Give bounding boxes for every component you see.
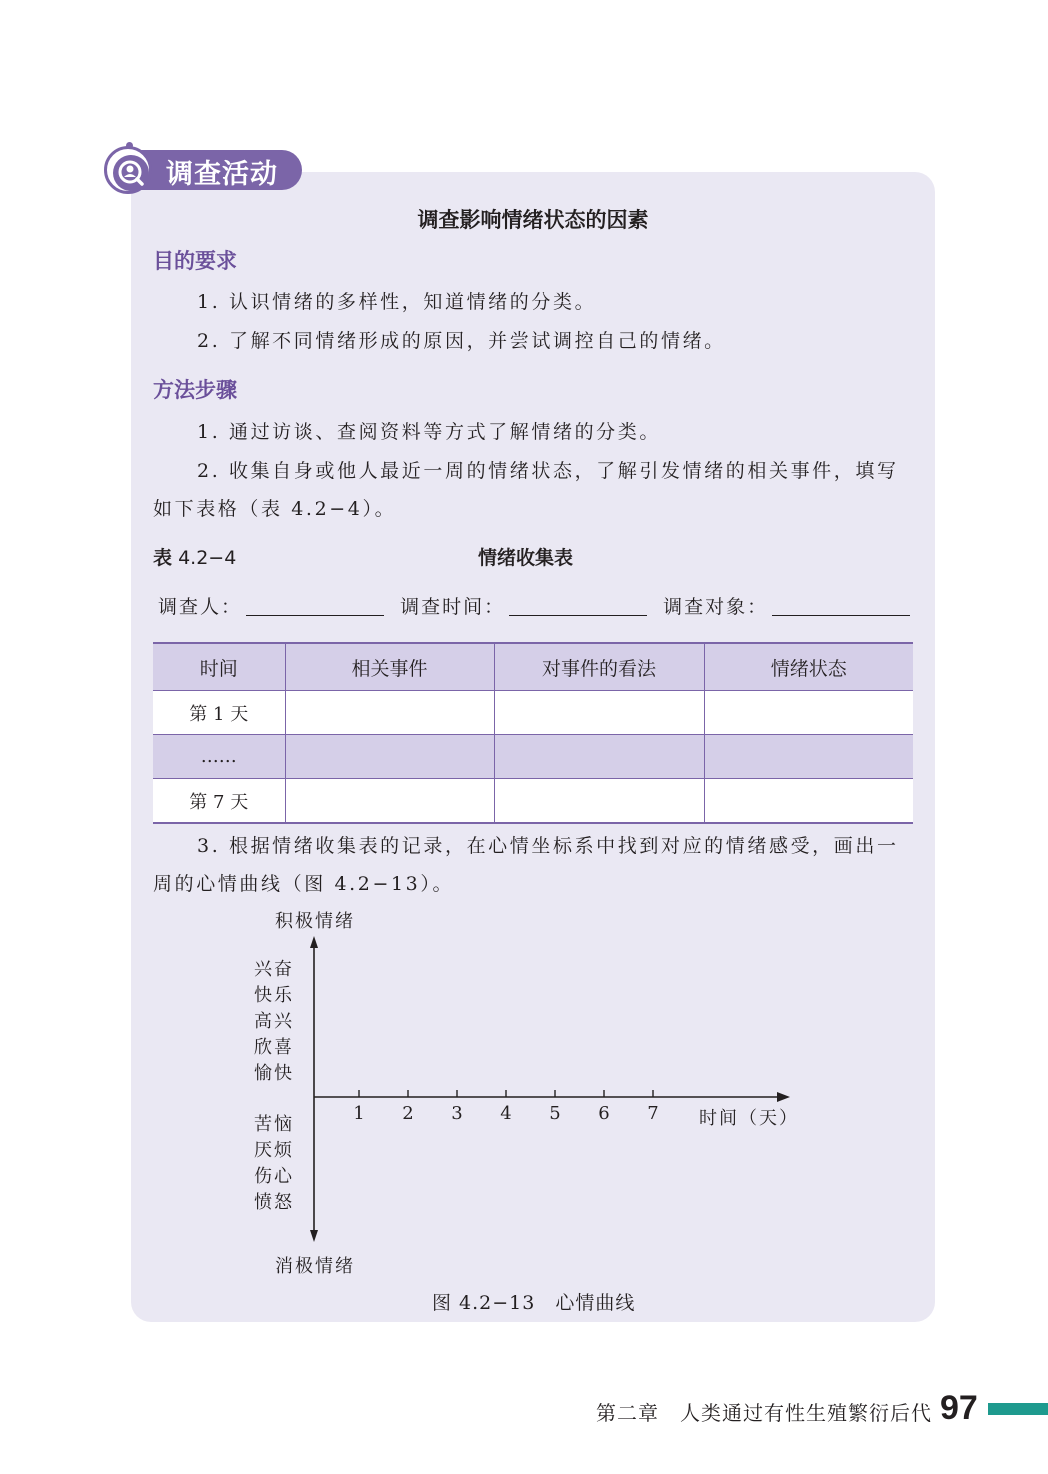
negative-emotion-label: 愤怒: [254, 1192, 294, 1213]
goal-item: 2. 了解不同情绪形成的原因，并尝试调控自己的情绪。: [197, 330, 726, 352]
table-row: [153, 779, 913, 824]
positive-emotion-label: 兴奋: [254, 959, 294, 980]
field-time-blank[interactable]: [509, 597, 647, 616]
field-subject-label: 调查对象：: [663, 596, 769, 618]
y-axis-top-label: 积极情绪: [275, 911, 355, 932]
y-axis-arrow-down: [310, 1230, 318, 1242]
positive-emotion-list: [254, 957, 294, 1087]
table-cell[interactable]: [494, 735, 704, 779]
goal-item: 1. 认识情绪的多样性，知道情绪的分类。: [197, 291, 597, 313]
table-cell[interactable]: [704, 691, 913, 735]
table-cell[interactable]: [704, 735, 913, 779]
x-tick-labels: [353, 1103, 658, 1124]
x-axis-label: 时间（天）: [699, 1108, 799, 1129]
activity-title: 调查影响情绪状态的因素: [417, 208, 649, 232]
table-cell[interactable]: [285, 691, 494, 735]
negative-emotion-label: 厌烦: [254, 1140, 294, 1161]
y-axis-bottom-label: 消极情绪: [275, 1256, 355, 1277]
badge-dot: [126, 142, 133, 149]
methods-heading: 方法步骤: [153, 378, 237, 402]
chapter-footer-text: 第二章 人类通过有性生殖繁衍后代: [596, 1401, 932, 1425]
table-row: [153, 735, 913, 779]
negative-emotion-label: 苦恼: [254, 1114, 294, 1135]
x-axis-arrow: [777, 1092, 790, 1102]
positive-emotion-label: 欣喜: [254, 1037, 294, 1058]
field-surveyor-label: 调查人：: [158, 596, 243, 618]
table-cell: 第 7 天: [153, 779, 285, 824]
method-step-2-line-2: 如下表格（表 4.2−4）。: [153, 498, 397, 520]
table-cell[interactable]: [704, 779, 913, 824]
table-cell[interactable]: [494, 779, 704, 824]
table-cell[interactable]: [285, 735, 494, 779]
table-header-cell: 时间: [153, 643, 285, 691]
x-tick-label: 6: [598, 1103, 610, 1124]
field-subject-blank[interactable]: [772, 597, 910, 616]
negative-emotion-label: 伤心: [254, 1166, 294, 1187]
x-tick-label: 4: [500, 1103, 512, 1124]
x-tick-label: 3: [451, 1103, 463, 1124]
table-cell: ……: [153, 735, 285, 779]
field-surveyor-blank[interactable]: [246, 597, 384, 616]
x-tick-label: 5: [549, 1103, 561, 1124]
table-label: [153, 543, 236, 570]
emotion-collection-table: [153, 642, 913, 824]
method-step-1: 1. 通过访谈、查阅资料等方式了解情绪的分类。: [197, 421, 661, 443]
magnifier-person-icon: [113, 155, 149, 191]
table-header-cell: 情绪状态: [704, 643, 913, 691]
table-title: 情绪收集表: [478, 547, 574, 569]
table-cell[interactable]: [285, 779, 494, 824]
negative-emotion-list: [254, 1112, 294, 1216]
method-step-3-line-1: 3. 根据情绪收集表的记录，在心情坐标系中找到对应的情绪感受，画出一: [197, 835, 899, 857]
survey-fields: [158, 592, 918, 619]
table-label-prefix: 表: [153, 547, 173, 569]
method-step-2-line-1: 2. 收集自身或他人最近一周的情绪状态，了解引发情绪的相关事件，填写: [197, 460, 899, 482]
x-tick-label: 1: [353, 1103, 365, 1124]
positive-emotion-label: 愉快: [254, 1063, 294, 1084]
x-axis-ticks: [359, 1090, 653, 1097]
positive-emotion-label: 快乐: [254, 985, 294, 1006]
mood-axes: [300, 930, 800, 1250]
y-axis-arrow-up: [310, 936, 318, 948]
x-tick-label: 2: [402, 1103, 414, 1124]
table-header-cell: 相关事件: [285, 643, 494, 691]
section-badge: [104, 146, 302, 194]
table-header-cell: 对事件的看法: [494, 643, 704, 691]
positive-emotion-label: 高兴: [254, 1011, 294, 1032]
badge-label: 调查活动: [166, 159, 278, 190]
table-row: [153, 691, 913, 735]
x-tick-label: 7: [647, 1103, 659, 1124]
table-cell[interactable]: [494, 691, 704, 735]
table-label-number: 4.2−4: [178, 547, 237, 569]
figure-caption: 图 4.2−13 心情曲线: [432, 1292, 636, 1314]
badge-circle: [104, 146, 152, 194]
table-cell: 第 1 天: [153, 691, 285, 735]
method-step-3-line-2: 周的心情曲线（图 4.2−13）。: [153, 873, 455, 895]
table-header-row: [153, 643, 913, 691]
page-number: 97: [940, 1389, 978, 1427]
footer-accent-bar: [988, 1403, 1048, 1415]
field-time-label: 调查时间：: [400, 596, 506, 618]
goals-heading: 目的要求: [153, 249, 237, 273]
